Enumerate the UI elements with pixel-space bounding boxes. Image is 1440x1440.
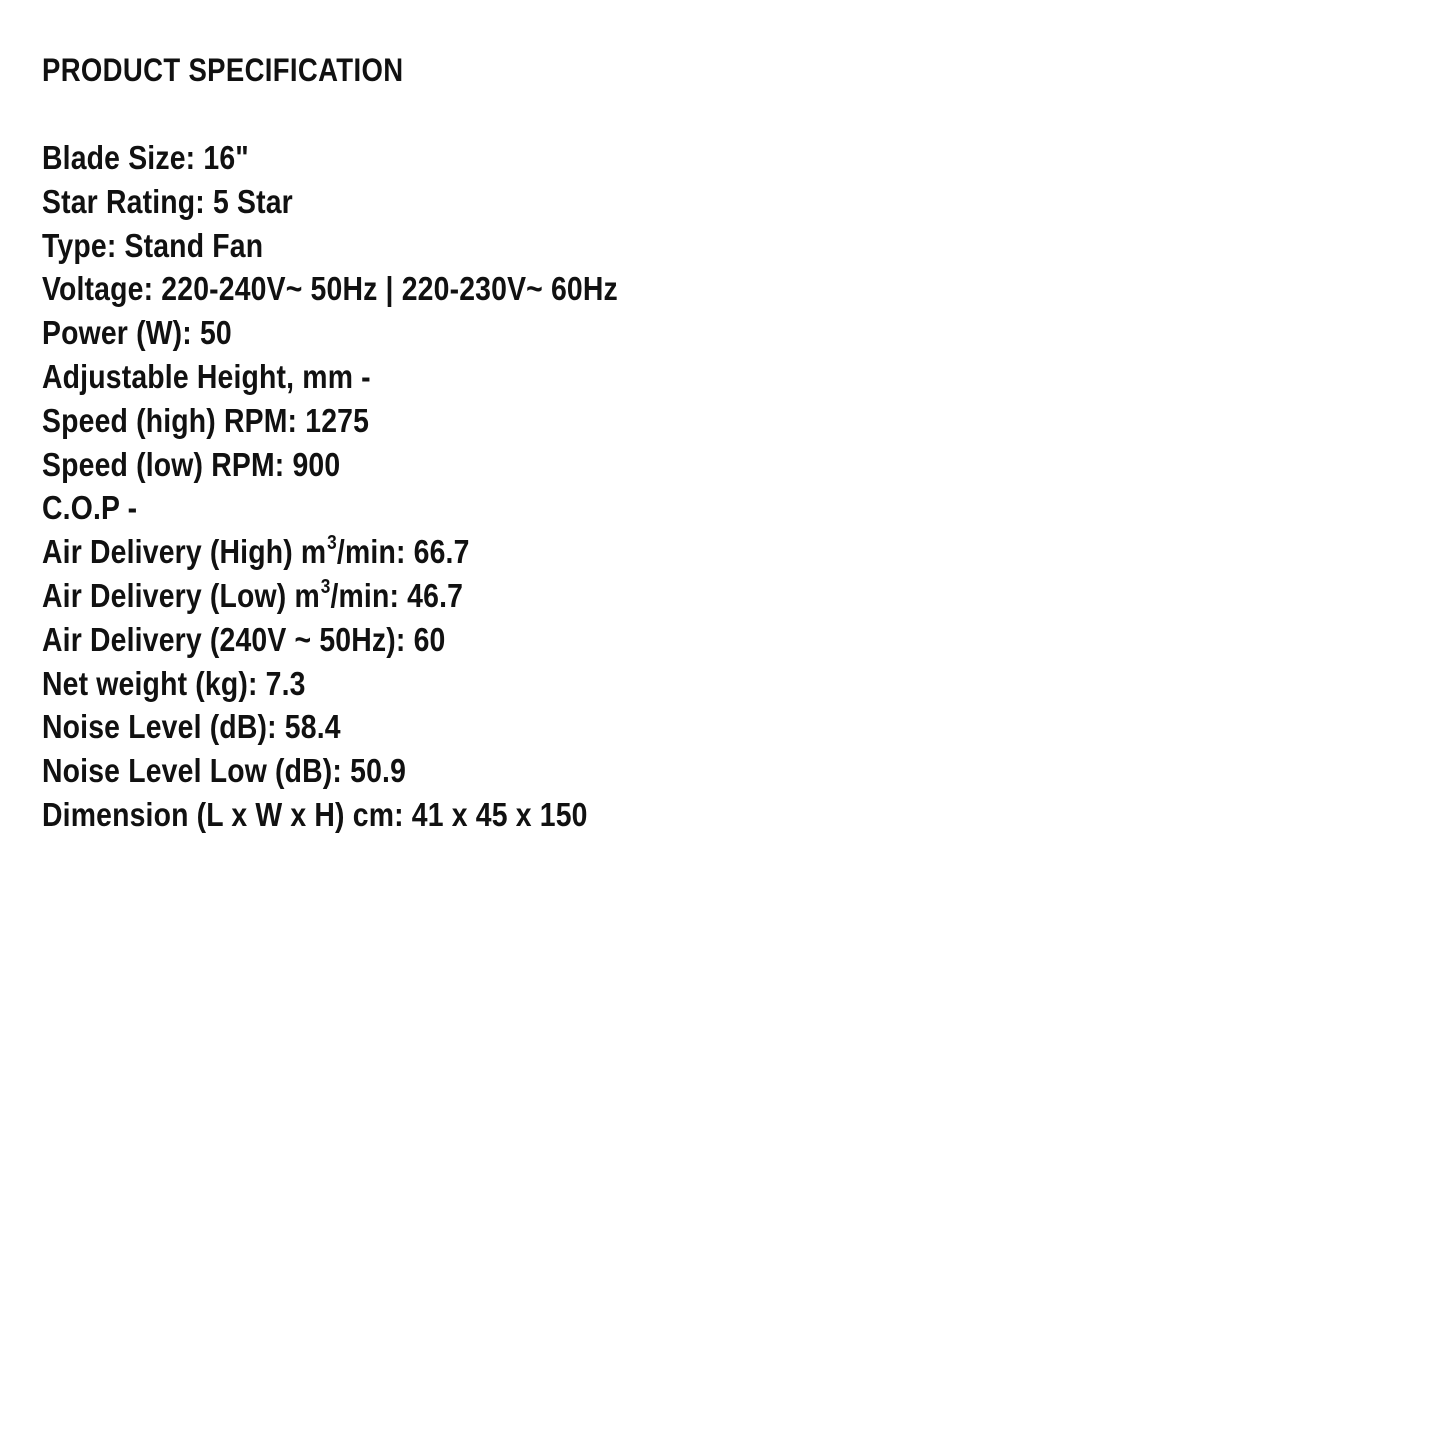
spec-label: Noise Level (dB): — [42, 708, 285, 746]
spec-label: Net weight (kg): — [42, 664, 266, 702]
spec-voltage — [42, 267, 618, 311]
spec-label: Speed (high) RPM: — [42, 401, 306, 439]
spec-value: Stand Fan — [124, 226, 264, 264]
spec-speed-low — [42, 443, 618, 487]
spec-label-pre: Air Delivery (Low) m — [42, 576, 320, 614]
product-specification — [42, 48, 712, 837]
spec-label: Power (W): — [42, 314, 200, 352]
spec-speed-high — [42, 399, 618, 443]
spec-label: Type: — [42, 226, 125, 264]
spec-label-post: /min: — [336, 533, 414, 571]
spec-adjustable-height — [42, 355, 618, 399]
spec-air-delivery-low — [42, 574, 618, 618]
spec-value: - — [361, 357, 371, 395]
spec-label: Voltage: — [42, 270, 162, 308]
spec-dimension — [42, 793, 618, 837]
spec-label-superscript: 3 — [327, 532, 337, 555]
spec-noise-level — [42, 705, 618, 749]
spec-net-weight — [42, 662, 618, 706]
spec-blade-size — [42, 136, 618, 180]
spec-label: Noise Level Low (dB): — [42, 752, 351, 790]
spec-label: Star Rating: — [42, 182, 213, 220]
spec-value: 5 Star — [212, 182, 293, 220]
spec-value: - — [127, 489, 138, 527]
spec-label: Blade Size: — [42, 139, 204, 176]
spec-air-delivery-high — [42, 530, 618, 574]
spec-value: 1275 — [305, 401, 370, 439]
spec-label: C.O.P — [42, 489, 128, 527]
spec-cop — [42, 486, 618, 530]
spec-label-superscript: 3 — [320, 575, 331, 598]
spec-value: 41 x 45 x 150 — [411, 795, 588, 833]
spec-label: Air Delivery (240V ~ 50Hz): — [42, 620, 414, 658]
spec-title: PRODUCT SPECIFICATION — [42, 52, 404, 88]
spec-label: Speed (low) RPM: — [42, 445, 293, 483]
spec-noise-level-low — [42, 749, 618, 793]
spec-value: 50.9 — [350, 752, 407, 790]
spec-air-delivery-240v — [42, 618, 618, 662]
spec-label: Dimension (L x W x H) cm: — [42, 795, 412, 833]
spec-value: 16" — [203, 139, 249, 176]
spec-value: 50 — [199, 314, 232, 352]
spec-value: 46.7 — [407, 576, 464, 614]
spec-label: Adjustable Height, mm — [42, 357, 362, 395]
spec-star-rating — [42, 180, 618, 224]
spec-list — [42, 136, 712, 837]
spec-value: 7.3 — [265, 664, 306, 702]
spec-label-pre: Air Delivery (High) m — [42, 533, 327, 571]
spec-type — [42, 224, 618, 268]
spec-value: 900 — [292, 445, 341, 483]
spec-power — [42, 311, 618, 355]
spec-value: 58.4 — [284, 708, 341, 746]
spec-value: 66.7 — [413, 533, 470, 571]
spec-value: 220-240V~ 50Hz | 220-230V~ 60Hz — [161, 270, 618, 308]
spec-label-post: /min: — [330, 576, 408, 614]
spec-value: 60 — [413, 620, 446, 658]
